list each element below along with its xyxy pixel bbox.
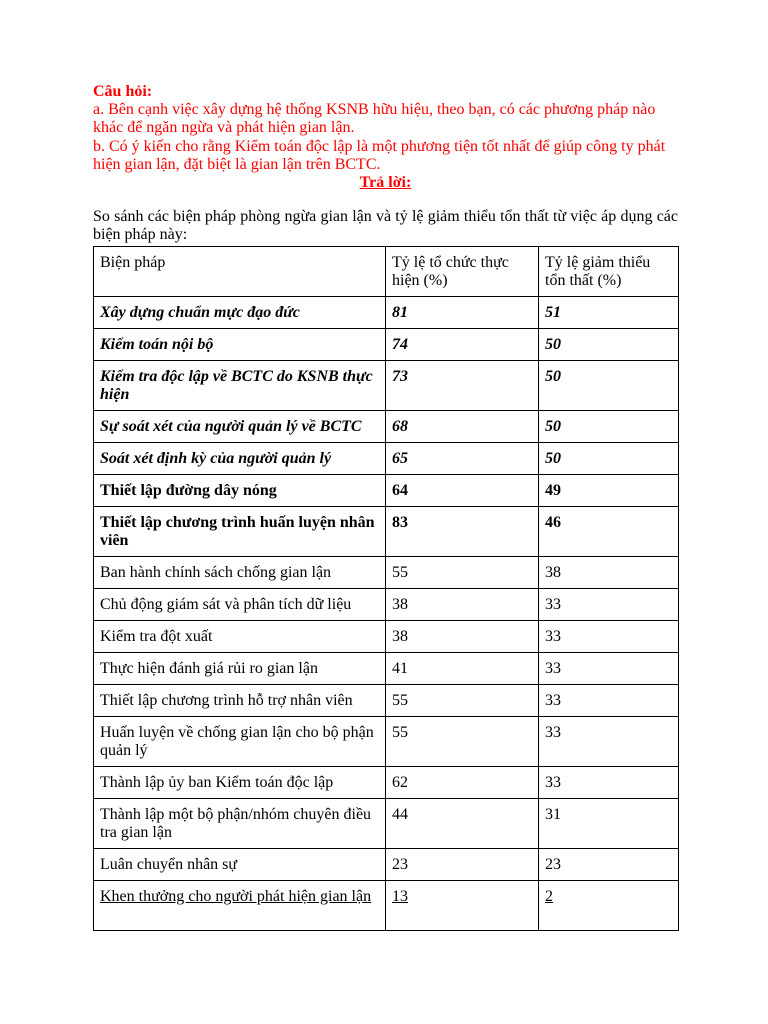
reduction-cell: 49 <box>539 475 679 507</box>
header-measure: Biện pháp <box>94 247 386 297</box>
reduction-cell: 23 <box>539 849 679 881</box>
reduction-cell: 38 <box>539 557 679 589</box>
reduction-cell: 31 <box>539 799 679 849</box>
table-row <box>94 443 679 475</box>
reduction-cell: 33 <box>539 717 679 767</box>
implementation-cell: 38 <box>386 621 539 653</box>
table-row <box>94 475 679 507</box>
implementation-cell: 23 <box>386 849 539 881</box>
table-row <box>94 849 679 881</box>
table-row <box>94 411 679 443</box>
measure-cell: Thiết lập chương trình huấn luyện nhân viên <box>94 507 386 557</box>
measure-cell: Chủ động giám sát và phân tích dữ liệu <box>94 589 386 621</box>
table-row <box>94 717 679 767</box>
measure-cell: Kiểm tra đột xuất <box>94 621 386 653</box>
table-row <box>94 685 679 717</box>
measure-cell: Xây dựng chuẩn mực đạo đức <box>94 297 386 329</box>
reduction-cell: 33 <box>539 767 679 799</box>
implementation-cell: 55 <box>386 717 539 767</box>
table-row <box>94 329 679 361</box>
answer-title: Trả lời: <box>359 174 412 192</box>
implementation-cell: 55 <box>386 685 539 717</box>
reduction-cell: 33 <box>539 685 679 717</box>
measure-cell <box>94 881 386 931</box>
implementation-cell: 83 <box>386 507 539 557</box>
table-row <box>94 557 679 589</box>
answer-intro: So sánh các biện pháp phòng ngừa gian lận và tỷ lệ giảm thiểu tổn thất từ việc áp dụng các biện pháp này: <box>93 208 678 244</box>
measure-cell: Thiết lập đường dây nóng <box>94 475 386 507</box>
measure-cell: Ban hành chính sách chống gian lận <box>94 557 386 589</box>
measure-cell: Sự soát xét của người quản lý về BCTC <box>94 411 386 443</box>
table-row <box>94 589 679 621</box>
implementation-text: 13 <box>392 888 408 905</box>
reduction-cell: 33 <box>539 589 679 621</box>
header-loss-reduction-rate: Tỷ lệ giảm thiểu tổn thất (%) <box>539 247 679 297</box>
implementation-cell: 44 <box>386 799 539 849</box>
reduction-cell: 33 <box>539 653 679 685</box>
implementation-cell: 64 <box>386 475 539 507</box>
implementation-cell: 55 <box>386 557 539 589</box>
reduction-cell <box>539 881 679 931</box>
table-row <box>94 767 679 799</box>
table-row <box>94 653 679 685</box>
table-row <box>94 507 679 557</box>
measure-cell: Huấn luyện về chống gian lận cho bộ phận quản lý <box>94 717 386 767</box>
implementation-cell: 65 <box>386 443 539 475</box>
implementation-cell: 68 <box>386 411 539 443</box>
reduction-cell: 50 <box>539 411 679 443</box>
implementation-cell <box>386 881 539 931</box>
implementation-cell: 62 <box>386 767 539 799</box>
question-b: b. Có ý kiến cho rằng Kiểm toán độc lập là một phương tiện tốt nhất để giúp công ty phát hiện gian lận, đặt biệt là gian lận trên BCTC. <box>93 137 666 173</box>
measure-cell: Kiểm tra độc lập về BCTC do KSNB thực hiện <box>94 361 386 411</box>
reduction-cell: 50 <box>539 443 679 475</box>
measure-cell: Luân chuyển nhân sự <box>94 849 386 881</box>
document-body <box>93 83 678 261</box>
implementation-cell: 38 <box>386 589 539 621</box>
implementation-cell: 41 <box>386 653 539 685</box>
measure-cell: Thành lập một bộ phận/nhóm chuyên điều tra gian lận <box>94 799 386 849</box>
reduction-cell: 50 <box>539 361 679 411</box>
table-row <box>94 799 679 849</box>
table-row <box>94 881 679 931</box>
table-header-row <box>94 247 679 297</box>
implementation-cell: 74 <box>386 329 539 361</box>
question-a: a. Bên cạnh việc xây dựng hệ thống KSNB hữu hiệu, theo bạn, có các phương pháp nào khác để ngăn ngừa và phát hiện gian lận. <box>93 101 656 137</box>
measure-cell: Thành lập ủy ban Kiểm toán độc lập <box>94 767 386 799</box>
reduction-cell: 50 <box>539 329 679 361</box>
implementation-cell: 73 <box>386 361 539 411</box>
reduction-cell: 33 <box>539 621 679 653</box>
table-row <box>94 361 679 411</box>
measure-cell: Soát xét định kỳ của người quản lý <box>94 443 386 475</box>
prevention-measures-table <box>93 246 679 931</box>
reduction-cell: 46 <box>539 507 679 557</box>
question-title: Câu hỏi: <box>93 83 153 100</box>
measure-text: Khen thưởng cho người phát hiện gian lận <box>100 888 372 905</box>
table-row <box>94 621 679 653</box>
reduction-text: 2 <box>545 888 553 905</box>
measure-cell: Thiết lập chương trình hỗ trợ nhân viên <box>94 685 386 717</box>
implementation-cell: 81 <box>386 297 539 329</box>
measure-cell: Thực hiện đánh giá rủi ro gian lận <box>94 653 386 685</box>
reduction-cell: 51 <box>539 297 679 329</box>
table-row <box>94 297 679 329</box>
header-implementation-rate: Tỷ lệ tổ chức thực hiện (%) <box>386 247 539 297</box>
measure-cell: Kiểm toán nội bộ <box>94 329 386 361</box>
